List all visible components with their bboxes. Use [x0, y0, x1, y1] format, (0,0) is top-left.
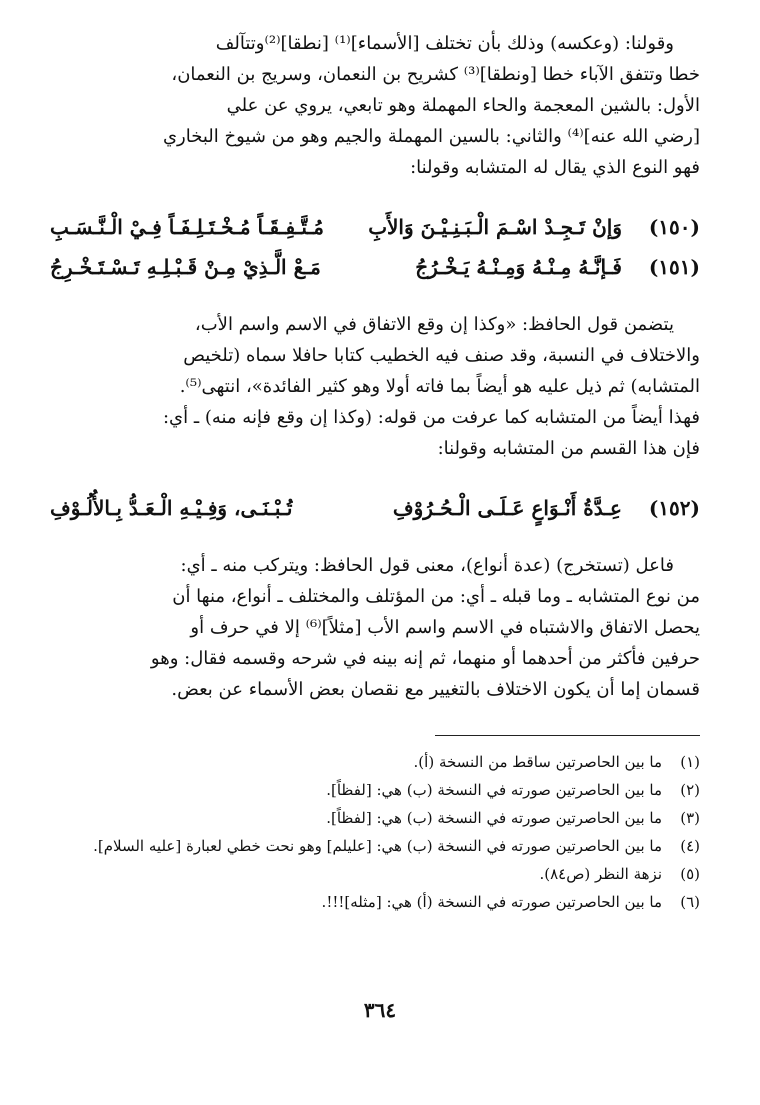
paragraph-1-line-3: الأول: بالشين المعجمة والحاء المهملة وهو تابعي، يروي عن علي [226, 95, 700, 116]
verse-150 [50, 207, 700, 247]
paragraph-2-line-3: المتشابه) ثم ذيل عليه هو أيضاً بما فاته أولا وهو كثير الفائدة»، انتهى⁽⁵⁾. [179, 376, 700, 397]
paragraph-2-line-1: يتضمن قول الحافظ: «وكذا إن وقع الاتفاق في الاسم واسم الأب، [194, 314, 674, 335]
verse-152 [50, 488, 700, 528]
verse-first-hemistich: وَإنْ تَـجِـدْ اسْـمَ الْـبَـنِـيْـنَ وَالأَبِ [368, 215, 622, 239]
footnote-number: (٢) [680, 781, 700, 799]
verse-number: (١٥٠) [648, 215, 700, 239]
footnote-2 [50, 776, 700, 804]
verse-number: (١٥٢) [648, 496, 700, 520]
paragraph-1-line-4: [رضي الله عنه]⁽⁴⁾ والثاني: بالسين المهملة والجيم وهو من شيوخ البخاري [162, 126, 700, 147]
verse-first-hemistich: فَـإنَّـهُ مِـنْـهُ وَمِـنْـهُ يَـخْـرُجُ [415, 255, 622, 279]
footnote-1 [50, 748, 700, 776]
footnote-5 [50, 860, 700, 888]
footnote-number: (٤) [680, 837, 700, 855]
footnote-text: نزهة النظر (ص٨٤). [539, 865, 662, 883]
footnote-number: (٣) [680, 809, 700, 827]
paragraph-3-line-4: حرفين فأكثر من أحدهما أو منهما، ثم إنه بينه في شرحه وقسمه فقال: وهو [150, 648, 700, 669]
paragraph-2-line-2: والاختلاف في النسبة، وقد صنف فيه الخطيب كتابا حافلا سماه (تلخيص [183, 345, 700, 366]
footnotes-list [50, 748, 700, 916]
verse-second-hemistich: مُـتَّـفِـقَـاً مُـخْـتَـلِـفَـاً فِـيْ الْـنَّـسَـبِ [50, 215, 325, 239]
footnote-separator [435, 735, 700, 736]
footnote-number: (٥) [680, 865, 700, 883]
verse-first-hemistich: عِـدَّةُ أَنْـوَاعٍ عَـلَـى الْـحُـرُوْفِ [392, 496, 622, 520]
paragraph-2-line-5: فإن هذا القسم من المتشابه وقولنا: [437, 438, 700, 459]
footnote-text: ما بين الحاصرتين صورته في النسخة (ب) هي: [لفظاً]. [326, 781, 662, 799]
footnote-text: ما بين الحاصرتين صورته في النسخة (ب) هي: [لفظاً]. [326, 809, 662, 827]
footnote-3 [50, 804, 700, 832]
footnote-4 [50, 832, 700, 860]
paragraph-3 [50, 550, 700, 705]
footnote-text: ما بين الحاصرتين صورته في النسخة (أ) هي: [مثله]!!!. [321, 893, 662, 911]
paragraph-3-line-3: يحصل الاتفاق والاشتباه في الاسم واسم الأب [مثلاً]⁽⁶⁾ إلا في حرف أو [190, 617, 700, 638]
verse-second-hemistich: مَـعْ الَّـذِيْ مِـنْ قَـبْـلِـهِ تَـسْـتَـخْـرِجُ [50, 255, 321, 279]
paragraph-1-line-1: وقولنا: (وعكسه) وذلك بأن تختلف [الأسماء]⁽¹⁾ [نطقا]⁽²⁾وتتآلف [215, 33, 674, 54]
paragraph-3-line-2: من نوع المتشابه ـ وما قبله ـ أي: من المؤتلف والمختلف ـ أنواع، منها أن [172, 586, 700, 607]
verse-151 [50, 247, 700, 287]
verse-block-2 [50, 488, 700, 528]
verse-second-hemistich: تُـبْـنَـى، وَفِـيْـهِ الْـعَـدُّ بِـالأُلُـوْفِ [50, 496, 293, 520]
paragraph-2-line-4: فهذا أيضاً من المتشابه كما عرفت من قوله: (وكذا إن وقع فإنه منه) ـ أي: [162, 407, 700, 428]
footnote-number: (٦) [680, 893, 700, 911]
footnote-text: ما بين الحاصرتين صورته في النسخة (ب) هي: [عليلم] وهو نحت خطي لعبارة [عليه السلام]. [93, 837, 662, 855]
verse-number: (١٥١) [648, 255, 700, 279]
paragraph-3-line-1: فاعل (تستخرج) (عدة أنواع)، معنى قول الحافظ: ويتركب منه ـ أي: [180, 555, 674, 576]
paragraph-2 [50, 309, 700, 464]
footnote-number: (١) [680, 753, 700, 771]
page-number: ٣٦٤ [363, 998, 397, 1022]
verse-block-1 [50, 207, 700, 287]
footnote-text: ما بين الحاصرتين ساقط من النسخة (أ). [413, 753, 662, 771]
paragraph-3-line-5: قسمان إما أن يكون الاختلاف بالتغيير مع نقصان بعض الأسماء عن بعض. [171, 679, 700, 700]
footnote-6 [50, 888, 700, 916]
paragraph-1-line-2: خطا وتتفق الآباء خطا [ونطقا]⁽³⁾ كشريح بن النعمان، وسريج بن النعمان، [171, 64, 700, 85]
paragraph-1 [50, 28, 700, 183]
paragraph-1-line-5: فهو النوع الذي يقال له المتشابه وقولنا: [410, 157, 700, 178]
